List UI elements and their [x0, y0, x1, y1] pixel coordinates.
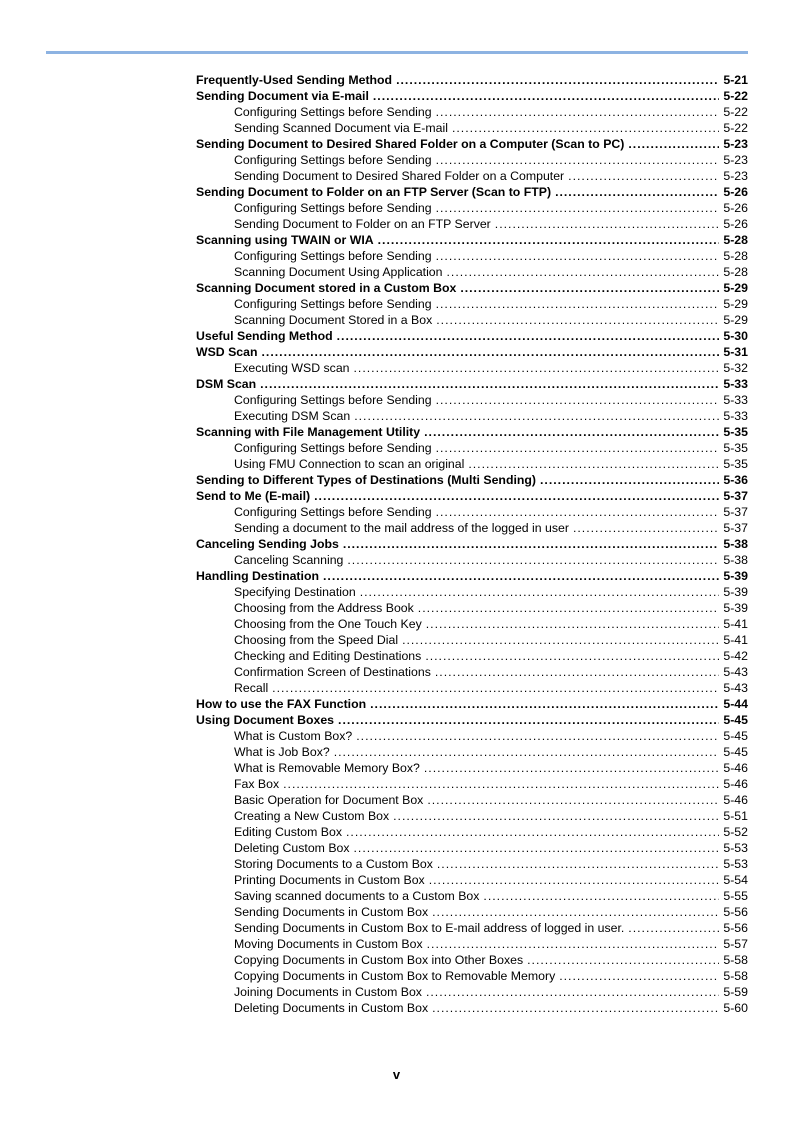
toc-dot-leader [396, 72, 719, 88]
toc-entry-page: 5-60 [723, 1001, 748, 1015]
toc-dot-leader [435, 664, 720, 680]
toc-entry-title: Moving Documents in Custom Box [234, 937, 423, 951]
toc-dot-leader [559, 968, 719, 984]
toc-entry-title: Executing DSM Scan [234, 409, 351, 423]
toc-entry-title: Configuring Settings before Sending [234, 249, 432, 263]
toc-entry-page: 5-38 [723, 553, 748, 567]
toc-dot-leader [334, 744, 720, 760]
toc-entry-title: Scanning Document stored in a Custom Box [196, 281, 457, 295]
toc-entry-title: Printing Documents in Custom Box [234, 873, 425, 887]
toc-entry-title: Configuring Settings before Sending [234, 297, 432, 311]
toc-subsection-entry[interactable] [196, 408, 748, 424]
toc-entry-title: Sending Document via E-mail [196, 89, 369, 103]
toc-dot-leader [468, 456, 719, 472]
toc-entry-title: Configuring Settings before Sending [234, 153, 432, 167]
toc-dot-leader [356, 728, 719, 744]
toc-dot-leader [338, 712, 719, 728]
toc-entry-page: 5-28 [723, 265, 748, 279]
toc-dot-leader [260, 376, 719, 392]
toc-entry-page: 5-51 [723, 809, 748, 823]
toc-entry-title: Sending to Different Types of Destinations (Multi Sending) [196, 473, 536, 487]
toc-entry-page: 5-43 [723, 665, 748, 679]
toc-dot-leader [323, 568, 719, 584]
toc-entry-page: 5-36 [723, 473, 748, 487]
toc-entry-title: Configuring Settings before Sending [234, 505, 432, 519]
toc-section-entry[interactable] [196, 72, 748, 88]
toc-entry-title: Choosing from the Address Book [234, 601, 414, 615]
toc-entry-page: 5-22 [723, 89, 748, 103]
toc-dot-leader [436, 440, 720, 456]
toc-entry-page: 5-26 [723, 201, 748, 215]
toc-entry-title: What is Custom Box? [234, 729, 353, 743]
toc-dot-leader [337, 328, 720, 344]
toc-section-entry[interactable] [196, 424, 748, 440]
toc-entry-title: Copying Documents in Custom Box into Other Boxes [234, 953, 524, 967]
toc-entry-title: Saving scanned documents to a Custom Box [234, 889, 480, 903]
toc-dot-leader [354, 840, 720, 856]
toc-dot-leader [436, 504, 720, 520]
toc-dot-leader [283, 776, 719, 792]
toc-subsection-entry[interactable] [196, 808, 748, 824]
toc-entry-page: 5-56 [723, 921, 748, 935]
toc-subsection-entry[interactable] [196, 888, 748, 904]
toc-entry-page: 5-23 [723, 137, 748, 151]
toc-dot-leader [436, 104, 720, 120]
toc-dot-leader [354, 360, 720, 376]
toc-entry-title: Recall [234, 681, 269, 695]
toc-entry-title: Sending Document to Desired Shared Folder on a Computer [234, 169, 565, 183]
toc-entry-title: Handling Destination [196, 569, 319, 583]
toc-dot-leader [495, 216, 720, 232]
toc-subsection-entry[interactable] [196, 840, 748, 856]
toc-subsection-entry[interactable] [196, 920, 748, 936]
toc-dot-leader [628, 136, 719, 152]
toc-subsection-entry[interactable] [196, 968, 748, 984]
toc-dot-leader [370, 696, 719, 712]
toc-entry-title: DSM Scan [196, 377, 257, 391]
toc-subsection-entry[interactable] [196, 312, 748, 328]
toc-subsection-entry[interactable] [196, 728, 748, 744]
toc-entry-page: 5-35 [723, 441, 748, 455]
toc-subsection-entry[interactable] [196, 616, 748, 632]
toc-section-entry[interactable] [196, 136, 748, 152]
toc-entry-title: Send to Me (E-mail) [196, 489, 311, 503]
toc-section-entry[interactable] [196, 328, 748, 344]
toc-section-entry[interactable] [196, 488, 748, 504]
toc-entry-page: 5-26 [723, 217, 748, 231]
toc-dot-leader [436, 392, 720, 408]
toc-dot-leader [402, 632, 719, 648]
toc-dot-leader [426, 616, 720, 632]
toc-entry-page: 5-52 [723, 825, 748, 839]
toc-dot-leader [426, 984, 719, 1000]
toc-entry-title: Canceling Sending Jobs [196, 537, 339, 551]
toc-subsection-entry[interactable] [196, 936, 748, 952]
toc-subsection-entry[interactable] [196, 664, 748, 680]
toc-entry-page: 5-41 [723, 617, 748, 631]
toc-dot-leader [483, 888, 719, 904]
toc-section-entry[interactable] [196, 88, 748, 104]
toc-entry-page: 5-37 [723, 489, 748, 503]
toc-entry-page: 5-30 [723, 329, 748, 343]
toc-entry-page: 5-59 [723, 985, 748, 999]
toc-dot-leader [360, 584, 720, 600]
toc-entry-page: 5-45 [723, 713, 748, 727]
toc-entry-page: 5-35 [723, 425, 748, 439]
toc-section-entry[interactable] [196, 376, 748, 392]
toc-entry-page: 5-45 [723, 745, 748, 759]
toc-entry-page: 5-58 [723, 969, 748, 983]
toc-dot-leader [343, 536, 720, 552]
toc-dot-leader [427, 792, 719, 808]
toc-entry-page: 5-31 [723, 345, 748, 359]
toc-entry-title: Choosing from the Speed Dial [234, 633, 399, 647]
toc-entry-page: 5-54 [723, 873, 748, 887]
toc-subsection-entry[interactable] [196, 648, 748, 664]
toc-dot-leader [354, 408, 719, 424]
toc-entry-title: Editing Custom Box [234, 825, 342, 839]
toc-entry-page: 5-29 [723, 281, 748, 295]
toc-subsection-entry[interactable] [196, 680, 748, 696]
toc-entry-page: 5-28 [723, 249, 748, 263]
toc-entry-title: Choosing from the One Touch Key [234, 617, 422, 631]
toc-subsection-entry[interactable] [196, 168, 748, 184]
toc-subsection-entry[interactable] [196, 824, 748, 840]
toc-dot-leader [452, 120, 719, 136]
toc-entry-title: Creating a New Custom Box [234, 809, 390, 823]
toc-section-entry[interactable] [196, 696, 748, 712]
page-number: v [392, 1067, 401, 1082]
toc-dot-leader [540, 472, 719, 488]
toc-entry-title: Scanning Document Using Application [234, 265, 443, 279]
toc-subsection-entry[interactable] [196, 264, 748, 280]
toc-dot-leader [429, 872, 720, 888]
toc-entry-title: Sending Document to Folder on an FTP Server (Scan to FTP) [196, 185, 552, 199]
toc-entry-title: Joining Documents in Custom Box [234, 985, 422, 999]
toc-entry-title: Configuring Settings before Sending [234, 393, 432, 407]
toc-dot-leader [555, 184, 719, 200]
toc-entry-page: 5-43 [723, 681, 748, 695]
toc-entry-page: 5-37 [723, 521, 748, 535]
toc-entry-page: 5-39 [723, 601, 748, 615]
toc-entry-page: 5-53 [723, 857, 748, 871]
toc-entry-title: Scanning with File Management Utility [196, 425, 421, 439]
toc-entry-title: Deleting Custom Box [234, 841, 350, 855]
toc-subsection-entry[interactable] [196, 792, 748, 808]
toc-entry-title: Sending Documents in Custom Box [234, 905, 429, 919]
toc-entry-title: Confirmation Screen of Destinations [234, 665, 431, 679]
toc-entry-page: 5-41 [723, 633, 748, 647]
toc-dot-leader [432, 904, 719, 920]
toc-subsection-entry[interactable] [196, 216, 748, 232]
toc-entry-title: How to use the FAX Function [196, 697, 367, 711]
toc-subsection-entry[interactable] [196, 152, 748, 168]
toc-dot-leader [346, 824, 719, 840]
toc-entry-page: 5-22 [723, 105, 748, 119]
toc-entry-page: 5-38 [723, 537, 748, 551]
toc-dot-leader [272, 680, 719, 696]
toc-dot-leader [432, 1000, 719, 1016]
toc-entry-page: 5-42 [723, 649, 748, 663]
toc-entry-page: 5-33 [723, 377, 748, 391]
toc-subsection-entry[interactable] [196, 904, 748, 920]
toc-entry-page: 5-53 [723, 841, 748, 855]
toc-dot-leader [424, 760, 719, 776]
toc-dot-leader [436, 296, 720, 312]
toc-entry-page: 5-45 [723, 729, 748, 743]
toc-section-entry[interactable] [196, 280, 748, 296]
toc-subsection-entry[interactable] [196, 856, 748, 872]
toc-section-entry[interactable] [196, 184, 748, 200]
toc-dot-leader [347, 552, 719, 568]
toc-entry-page: 5-56 [723, 905, 748, 919]
toc-entry-title: Sending Documents in Custom Box to E-mail address of logged in user. [234, 921, 625, 935]
toc-dot-leader [460, 280, 719, 296]
toc-entry-page: 5-46 [723, 777, 748, 791]
toc-dot-leader [527, 952, 719, 968]
toc-dot-leader [427, 936, 720, 952]
toc-entry-page: 5-33 [723, 409, 748, 423]
toc-subsection-entry[interactable] [196, 952, 748, 968]
toc-entry-page: 5-57 [723, 937, 748, 951]
toc-entry-page: 5-44 [723, 697, 748, 711]
toc-dot-leader [628, 920, 719, 936]
toc-dot-leader [262, 344, 720, 360]
toc-entry-title: Executing WSD scan [234, 361, 350, 375]
toc-subsection-entry[interactable] [196, 248, 748, 264]
toc-entry-title: Fax Box [234, 777, 280, 791]
toc-dot-leader [418, 600, 720, 616]
toc-dot-leader [424, 424, 719, 440]
toc-section-entry[interactable] [196, 536, 748, 552]
toc-entry-page: 5-28 [723, 233, 748, 247]
toc-entry-title: Scanning Document Stored in a Box [234, 313, 433, 327]
toc-entry-title: What is Job Box? [234, 745, 330, 759]
toc-dot-leader [393, 808, 719, 824]
toc-subsection-entry[interactable] [196, 440, 748, 456]
toc-entry-page: 5-46 [723, 793, 748, 807]
toc-subsection-entry[interactable] [196, 744, 748, 760]
toc-entry-page: 5-26 [723, 185, 748, 199]
toc-entry-title: Using FMU Connection to scan an original [234, 457, 465, 471]
toc-subsection-entry[interactable] [196, 552, 748, 568]
toc-entry-page: 5-22 [723, 121, 748, 135]
toc-dot-leader [436, 152, 720, 168]
toc-entry-title: Canceling Scanning [234, 553, 344, 567]
toc-dot-leader [436, 248, 720, 264]
toc-subsection-entry[interactable] [196, 456, 748, 472]
toc-entry-title: Checking and Editing Destinations [234, 649, 422, 663]
toc-entry-title: Using Document Boxes [196, 713, 335, 727]
toc-subsection-entry[interactable] [196, 296, 748, 312]
toc-entry-title: Configuring Settings before Sending [234, 105, 432, 119]
toc-subsection-entry[interactable] [196, 120, 748, 136]
toc-subsection-entry[interactable] [196, 392, 748, 408]
toc-subsection-entry[interactable] [196, 520, 748, 536]
toc-section-entry[interactable] [196, 472, 748, 488]
toc-section-entry[interactable] [196, 568, 748, 584]
toc-entry-page: 5-58 [723, 953, 748, 967]
toc-section-entry[interactable] [196, 232, 748, 248]
toc-entry-page: 5-29 [723, 313, 748, 327]
toc-entry-title: Sending Document to Folder on an FTP Server [234, 217, 491, 231]
toc-entry-title: Configuring Settings before Sending [234, 441, 432, 455]
toc-subsection-entry[interactable] [196, 104, 748, 120]
toc-entry-page: 5-35 [723, 457, 748, 471]
toc-subsection-entry[interactable] [196, 776, 748, 792]
toc-entry-title: Copying Documents in Custom Box to Removable Memory [234, 969, 556, 983]
toc-entry-title: Useful Sending Method [196, 329, 333, 343]
toc-entry-title: Specifying Destination [234, 585, 356, 599]
toc-entry-title: Frequently-Used Sending Method [196, 73, 393, 87]
toc-entry-title: WSD Scan [196, 345, 258, 359]
toc-entry-page: 5-55 [723, 889, 748, 903]
toc-dot-leader [378, 232, 720, 248]
toc-entry-page: 5-21 [723, 73, 748, 87]
toc-entry-title: Configuring Settings before Sending [234, 201, 432, 215]
toc-entry-page: 5-39 [723, 569, 748, 583]
toc-dot-leader [314, 488, 719, 504]
toc-subsection-entry[interactable] [196, 760, 748, 776]
toc-entry-page: 5-37 [723, 505, 748, 519]
toc-subsection-entry[interactable] [196, 984, 748, 1000]
toc-entry-title: Basic Operation for Document Box [234, 793, 424, 807]
toc-entry-title: Sending Scanned Document via E-mail [234, 121, 448, 135]
toc-entry-title: Storing Documents to a Custom Box [234, 857, 433, 871]
toc-subsection-entry[interactable] [196, 872, 748, 888]
toc-dot-leader [425, 648, 719, 664]
toc-dot-leader [436, 200, 720, 216]
toc-subsection-entry[interactable] [196, 360, 748, 376]
toc-section-entry[interactable] [196, 344, 748, 360]
toc-subsection-entry[interactable] [196, 600, 748, 616]
toc-entry-title: Sending a document to the mail address of the logged in user [234, 521, 569, 535]
toc-entry-page: 5-39 [723, 585, 748, 599]
toc-entry-page: 5-23 [723, 153, 748, 167]
toc-subsection-entry[interactable] [196, 632, 748, 648]
toc-subsection-entry[interactable] [196, 1000, 748, 1016]
toc-dot-leader [573, 520, 719, 536]
toc-dot-leader [373, 88, 720, 104]
toc-entry-page: 5-46 [723, 761, 748, 775]
toc-entry-page: 5-33 [723, 393, 748, 407]
toc-dot-leader [437, 856, 719, 872]
header-rule [46, 51, 748, 54]
toc-subsection-entry[interactable] [196, 200, 748, 216]
toc-subsection-entry[interactable] [196, 504, 748, 520]
toc-subsection-entry[interactable] [196, 584, 748, 600]
toc-entry-page: 5-29 [723, 297, 748, 311]
toc-dot-leader [436, 312, 719, 328]
table-of-contents [196, 72, 748, 1016]
toc-entry-title: Deleting Documents in Custom Box [234, 1001, 429, 1015]
toc-dot-leader [568, 168, 719, 184]
toc-entry-title: What is Removable Memory Box? [234, 761, 420, 775]
toc-entry-page: 5-32 [723, 361, 748, 375]
toc-section-entry[interactable] [196, 712, 748, 728]
toc-entry-page: 5-23 [723, 169, 748, 183]
toc-dot-leader [447, 264, 720, 280]
toc-entry-title: Sending Document to Desired Shared Folder on a Computer (Scan to PC) [196, 137, 625, 151]
toc-entry-title: Scanning using TWAIN or WIA [196, 233, 374, 247]
